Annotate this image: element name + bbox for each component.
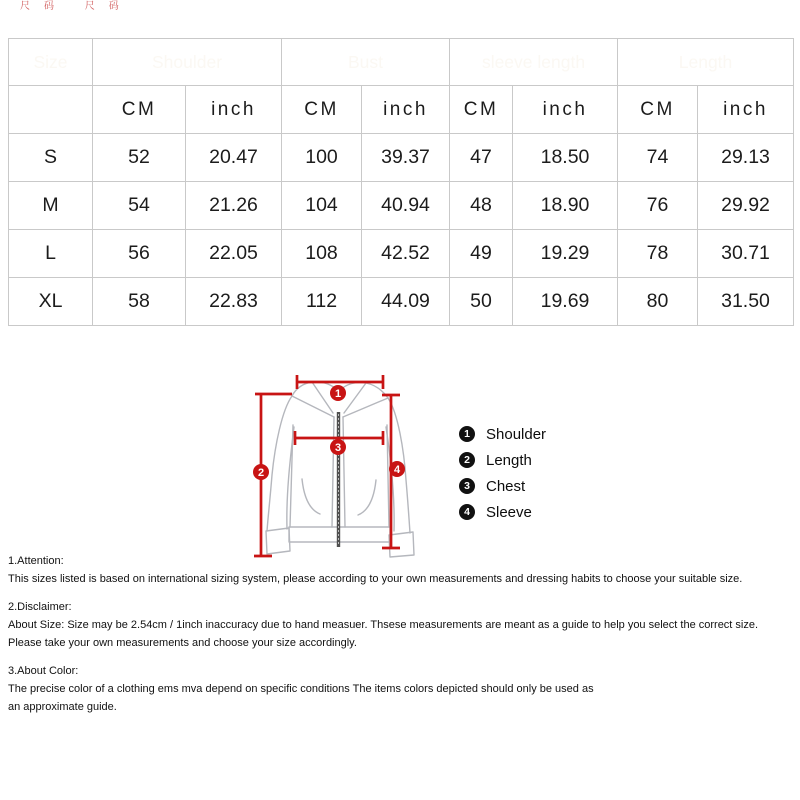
- value-cell: 19.29: [513, 230, 618, 278]
- legend-number-badge: 4: [459, 504, 475, 520]
- note-text: This sizes listed is based on international sizing system, please according to your own measurements and dressing habits to choose your suitable size.: [8, 573, 743, 585]
- note-text: an approximate guide.: [8, 701, 117, 713]
- legend-number-badge: 1: [459, 426, 475, 442]
- value-cell: 52: [93, 134, 186, 182]
- value-cell: 39.37: [362, 134, 450, 182]
- size-label-cell: M: [9, 182, 93, 230]
- legend-item-shoulder: [459, 426, 546, 442]
- value-cell: 48: [450, 182, 513, 230]
- unit-cell-inch: inch: [513, 86, 618, 134]
- notes-section: [8, 552, 798, 726]
- value-cell: 31.50: [698, 278, 794, 326]
- value-cell: 74: [618, 134, 698, 182]
- svg-text:4: 4: [393, 464, 401, 476]
- value-cell: 22.05: [186, 230, 282, 278]
- value-cell: 47: [450, 134, 513, 182]
- top-red-marks: 尺码 尺码: [20, 1, 133, 12]
- value-cell: 18.90: [513, 182, 618, 230]
- size-row-l: [9, 230, 794, 278]
- value-cell: 76: [618, 182, 698, 230]
- size-label-cell: S: [9, 134, 93, 182]
- note-disclaimer: [8, 598, 798, 652]
- legend-label: Shoulder: [486, 425, 547, 443]
- value-cell: 21.26: [186, 182, 282, 230]
- value-cell: 100: [282, 134, 362, 182]
- value-cell: 54: [93, 182, 186, 230]
- legend-label: Length: [486, 451, 532, 469]
- unit-cell-inch: inch: [186, 86, 282, 134]
- svg-text:3: 3: [334, 442, 342, 454]
- legend-number-badge: 3: [459, 478, 475, 494]
- size-row-s: [9, 134, 794, 182]
- table-units-row: [9, 86, 794, 134]
- note-text: The precise color of a clothing ems mva depend on specific conditions The items colors depicted should only be used as: [8, 683, 594, 695]
- measurement-legend: [459, 426, 546, 520]
- value-cell: 19.69: [513, 278, 618, 326]
- value-cell: 29.13: [698, 134, 794, 182]
- value-cell: 42.52: [362, 230, 450, 278]
- legend-label: Sleeve: [486, 503, 532, 521]
- note-heading: 1.Attention:: [8, 555, 64, 567]
- value-cell: 80: [618, 278, 698, 326]
- measure-marker-length: [253, 464, 269, 480]
- note-text: About Size: Size may be 2.54cm / 1inch inaccuracy due to hand measuer. Thsese measurements are meant as a guide to help you select the correct size.: [8, 619, 759, 631]
- legend-item-chest: [459, 478, 546, 494]
- legend-item-sleeve: [459, 504, 546, 520]
- svg-text:1: 1: [334, 388, 342, 400]
- value-cell: 20.47: [186, 134, 282, 182]
- measure-marker-sleeve: [389, 461, 405, 477]
- note-attention: [8, 552, 798, 588]
- value-cell: 22.83: [186, 278, 282, 326]
- measure-marker-shoulder: [330, 385, 346, 401]
- size-label-cell: L: [9, 230, 93, 278]
- value-cell: 50: [450, 278, 513, 326]
- measure-marker-chest: [330, 439, 346, 455]
- unit-cell-cm: CM: [450, 86, 513, 134]
- value-cell: 30.71: [698, 230, 794, 278]
- value-cell: 49: [450, 230, 513, 278]
- header-shoulder: Shoulder: [93, 39, 282, 86]
- legend-number-badge: 2: [459, 452, 475, 468]
- note-heading: 2.Disclaimer:: [8, 601, 72, 613]
- value-cell: 29.92: [698, 182, 794, 230]
- unit-cell-cm: CM: [282, 86, 362, 134]
- header-sleeve-length: sleeve length: [450, 39, 618, 86]
- value-cell: 40.94: [362, 182, 450, 230]
- unit-cell-inch: inch: [698, 86, 794, 134]
- svg-text:2: 2: [257, 467, 265, 479]
- size-table: [8, 38, 794, 326]
- value-cell: 108: [282, 230, 362, 278]
- unit-cell-empty: [9, 86, 93, 134]
- value-cell: 56: [93, 230, 186, 278]
- unit-cell-cm: CM: [618, 86, 698, 134]
- legend-item-length: [459, 452, 546, 468]
- header-bust: Bust: [282, 39, 450, 86]
- note-heading: 3.About Color:: [8, 665, 79, 677]
- table-header-row: [9, 39, 794, 86]
- size-label-cell: XL: [9, 278, 93, 326]
- header-length: Length: [618, 39, 794, 86]
- unit-cell-cm: CM: [93, 86, 186, 134]
- value-cell: 18.50: [513, 134, 618, 182]
- value-cell: 58: [93, 278, 186, 326]
- value-cell: 112: [282, 278, 362, 326]
- unit-cell-inch: inch: [362, 86, 450, 134]
- note-text: Please take your own measurements and choose your size accordingly.: [8, 637, 357, 649]
- value-cell: 78: [618, 230, 698, 278]
- note-about-color: [8, 662, 798, 716]
- value-cell: 44.09: [362, 278, 450, 326]
- size-row-xl: [9, 278, 794, 326]
- size-row-m: [9, 182, 794, 230]
- legend-label: Chest: [486, 477, 526, 495]
- value-cell: 104: [282, 182, 362, 230]
- header-size: Size: [9, 39, 93, 86]
